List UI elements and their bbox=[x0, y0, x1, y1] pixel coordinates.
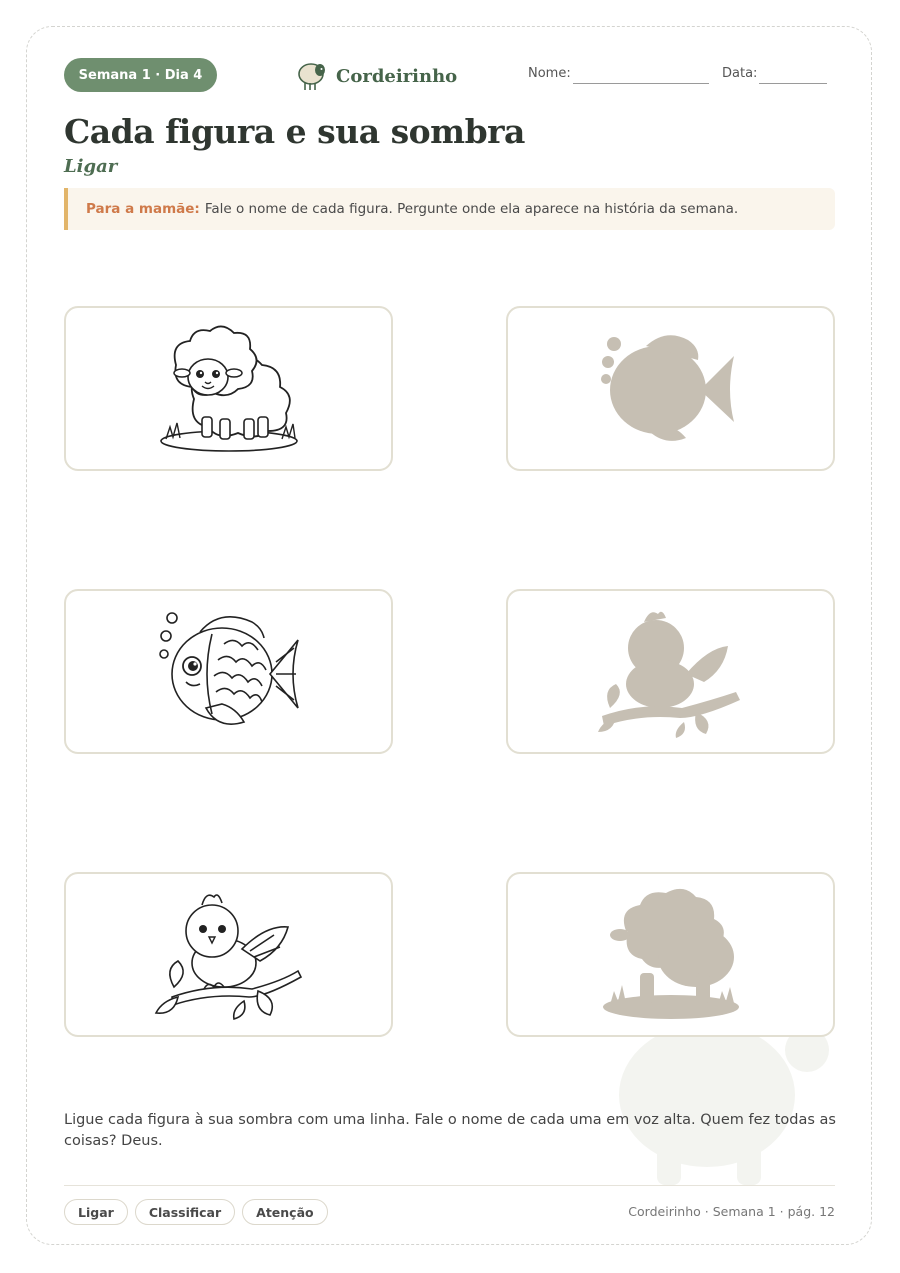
parent-note-text: Fale o nome de cada figura. Pergunte onde ela aparece na história da semana. bbox=[204, 201, 739, 217]
sheep-watermark-icon bbox=[612, 1020, 837, 1185]
page-reference: Cordeirinho · Semana 1 · pág. 12 bbox=[628, 1204, 835, 1219]
figure-card-fish[interactable] bbox=[64, 589, 393, 754]
shadow-card-sheep[interactable] bbox=[506, 872, 835, 1037]
page-title: Cada figura e sua sombra bbox=[64, 112, 525, 151]
bird-drawing-icon bbox=[154, 885, 304, 1025]
tag-ligar: Ligar bbox=[64, 1199, 128, 1225]
skill-tags bbox=[64, 1199, 328, 1225]
instruction-text: Ligue cada figura à sua sombra com uma linha. Fale o nome de cada uma em voz alta. Quem fez todas as coisas? Deus. bbox=[64, 1112, 836, 1149]
bird-silhouette-icon bbox=[596, 604, 746, 739]
name-field[interactable] bbox=[573, 83, 709, 84]
brand-name: Cordeirinho bbox=[336, 65, 458, 87]
figure-card-sheep[interactable] bbox=[64, 306, 393, 471]
sheep-drawing-icon bbox=[154, 321, 304, 456]
shadow-card-bird[interactable] bbox=[506, 589, 835, 754]
shadow-card-fish[interactable] bbox=[506, 306, 835, 471]
sheep-logo-icon bbox=[296, 59, 328, 93]
week-day-badge: Semana 1 · Dia 4 bbox=[64, 58, 217, 92]
footer-divider bbox=[64, 1185, 835, 1186]
parent-note bbox=[64, 188, 835, 230]
activity-subtitle: Ligar bbox=[64, 156, 118, 177]
date-field[interactable] bbox=[759, 83, 827, 84]
figure-card-bird[interactable] bbox=[64, 872, 393, 1037]
tag-atencao: Atenção bbox=[242, 1199, 327, 1225]
brand bbox=[296, 58, 457, 94]
date-label: Data: bbox=[722, 66, 758, 81]
fish-silhouette-icon bbox=[596, 324, 746, 454]
tag-classificar: Classificar bbox=[135, 1199, 235, 1225]
name-label: Nome: bbox=[528, 66, 571, 81]
sheep-silhouette-icon bbox=[596, 887, 746, 1022]
parent-note-label: Para a mamãe: bbox=[86, 201, 200, 217]
fish-drawing-icon bbox=[154, 604, 304, 739]
